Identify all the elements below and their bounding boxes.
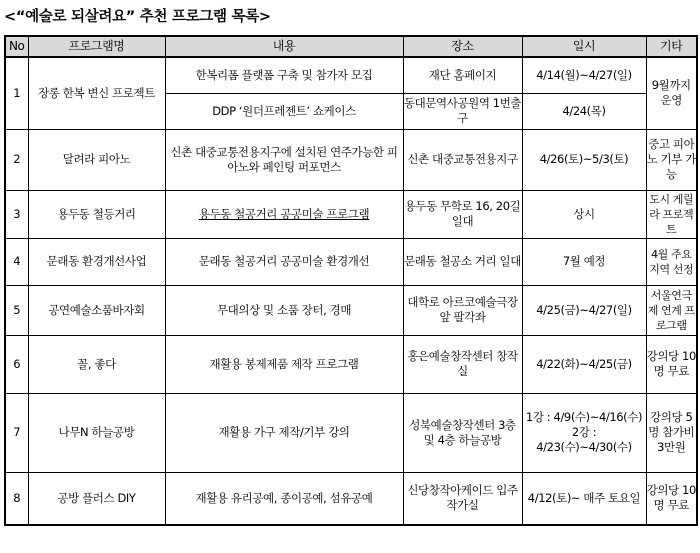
row-no: 7 <box>5 393 28 472</box>
row-content: 용두동 철공거리 공공미술 프로그램 <box>165 190 403 238</box>
header-place: 장소 <box>403 36 522 57</box>
row-place: 성북예술창작센터 3층 및 4층 하늘공방 <box>403 393 522 472</box>
table-header-row <box>5 36 697 57</box>
row-date: 4/24(목) <box>522 93 646 129</box>
row-etc: 서울연극제 연계 프로그램 <box>646 285 697 335</box>
row-etc: 9월까지 운영 <box>646 57 697 129</box>
row-content: 한복리폼 플랫폼 구축 및 참가자 모집 <box>165 57 403 93</box>
row-content: 무대의상 및 소품 장터, 경매 <box>165 285 403 335</box>
table-row <box>5 285 697 335</box>
row-etc: 강의당 5명 참가비 3만원 <box>646 393 697 472</box>
row-date: 4/25(금)~4/27(일) <box>522 285 646 335</box>
row-no: 6 <box>5 335 28 393</box>
table-row <box>5 190 697 238</box>
header-etc: 기타 <box>646 36 697 57</box>
row-name: 나무N 하늘공방 <box>28 393 165 472</box>
row-etc: 4월 주요지역 선정 <box>646 238 697 285</box>
row-no: 4 <box>5 238 28 285</box>
row-place: 신촌 대중교통전용지구 <box>403 129 522 190</box>
row-no: 3 <box>5 190 28 238</box>
row-content: 재활용 봉제제품 제작 프로그램 <box>165 335 403 393</box>
table-row <box>5 57 697 93</box>
row-name: 달려라 피아노 <box>28 129 165 190</box>
row-etc: 중고 피아노 기부 가능 <box>646 129 697 190</box>
row-name: 공연예술소품바자회 <box>28 285 165 335</box>
row-place: 용두동 무학로 16, 20길 일대 <box>403 190 522 238</box>
row-name: 장롱 한복 변신 프로젝트 <box>28 57 165 129</box>
row-date: 7월 예정 <box>522 238 646 285</box>
header-date: 일시 <box>522 36 646 57</box>
row-place: 신당창작아케이드 입주작가실 <box>403 472 522 525</box>
row-no: 5 <box>5 285 28 335</box>
table-row <box>5 238 697 285</box>
row-date: 4/12(토)~ 매주 토요일 <box>522 472 646 525</box>
row-date: 1강 : 4/9(수)~4/16(수) 2강 : 4/23(수)~4/30(수) <box>522 393 646 472</box>
row-etc: 도시 게릴라 프로젝트 <box>646 190 697 238</box>
row-etc: 강의당 10명 무료 <box>646 472 697 525</box>
header-no: No <box>5 36 28 57</box>
row-place: 동대문역사공원역 1번출구 <box>403 93 522 129</box>
row-name: 꼴, 좋다 <box>28 335 165 393</box>
row-etc: 강의당 10명 무료 <box>646 335 697 393</box>
row-content: 재활용 유리공예, 종이공예, 섬유공예 <box>165 472 403 525</box>
header-content: 내용 <box>165 36 403 57</box>
row-place: 대학로 아르코예술극장 앞 팔각좌 <box>403 285 522 335</box>
row-date: 4/26(토)~5/3(토) <box>522 129 646 190</box>
table-row <box>5 472 697 525</box>
row-name: 문래동 환경개선사업 <box>28 238 165 285</box>
row-date: 4/22(화)~4/25(금) <box>522 335 646 393</box>
row-place: 홍은예술창작센터 창작실 <box>403 335 522 393</box>
row-place: 재단 홈페이지 <box>403 57 522 93</box>
row-no: 1 <box>5 57 28 129</box>
table-row <box>5 129 697 190</box>
table-row <box>5 393 697 472</box>
row-no: 8 <box>5 472 28 525</box>
row-date: 4/14(월)~4/27(일) <box>522 57 646 93</box>
row-name: 용두동 철등거리 <box>28 190 165 238</box>
row-content: 신촌 대중교통전용지구에 설치된 연주가능한 피아노와 페인팅 퍼포먼스 <box>165 129 403 190</box>
row-place: 문래동 철공소 거리 일대 <box>403 238 522 285</box>
row-date: 상시 <box>522 190 646 238</box>
row-content: 문래동 철공거리 공공미술 환경개선 <box>165 238 403 285</box>
row-name: 공방 플러스 DIY <box>28 472 165 525</box>
header-name: 프로그램명 <box>28 36 165 57</box>
row-content: DDP ‘원더프레젠트’ 쇼케이스 <box>165 93 403 129</box>
row-no: 2 <box>5 129 28 190</box>
table-row <box>5 335 697 393</box>
program-table <box>4 35 698 526</box>
row-content: 재활용 가구 제작/기부 강의 <box>165 393 403 472</box>
page-title: <“예술로 되살려요” 추천 프로그램 목록> <box>4 9 271 25</box>
